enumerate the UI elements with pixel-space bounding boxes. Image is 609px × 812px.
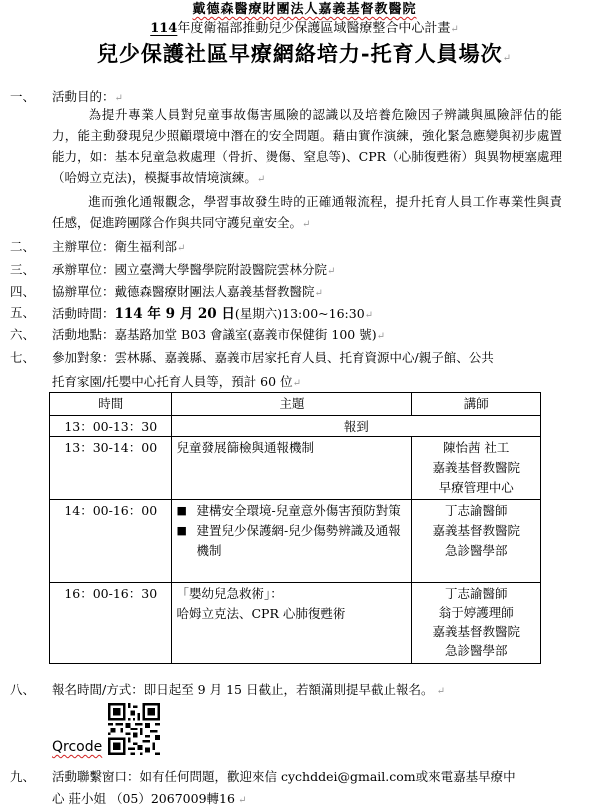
section-7-participants-cont: 托育家園/托嬰中心托育人員等，預計 60 位↵: [52, 374, 301, 389]
section-2-organizer: 主辦單位：衛生福利部↵: [52, 239, 186, 254]
table-row: [50, 416, 541, 437]
row-speaker: 丁志諭醫師 翁于婷護理師 嘉義基督教醫院 急診醫學部: [412, 583, 541, 664]
bullet-square-icon: ■: [176, 524, 187, 537]
table-header-row: [50, 393, 541, 416]
row-speaker: 丁志諭醫師 嘉義基督教醫院 急診醫學部: [412, 500, 541, 583]
table-row: [50, 437, 541, 500]
col-topic-header: 主題: [172, 393, 412, 416]
section-2-number: 二、: [10, 239, 36, 254]
bullet-square-icon: ■: [176, 504, 187, 517]
section-7-participants: 參加對象：雲林縣、嘉義縣、嘉義市居家托育人員、托育資源中心/親子館、公共: [52, 350, 494, 365]
section-8-registration: 報名時間/方式：即日起至 9 月 15 日截止，若額滿則提早截止報名。 ↵: [52, 682, 446, 697]
col-speaker-header: 講師: [412, 393, 541, 416]
section-3-number: 三、: [10, 262, 36, 277]
section-8-number: 八、: [10, 682, 36, 697]
row-topic: [172, 500, 412, 583]
section-5-number: 五、: [10, 305, 36, 320]
section-9-contact-cont: 心 莊小姐 （05）2067009轉16 ↵: [52, 791, 247, 806]
col-time-header: 時間: [50, 393, 172, 416]
registration-qr-code[interactable]: [108, 703, 160, 755]
row-speaker: 陳怡茜 社工 嘉義基督教醫院 早療管理中心: [412, 437, 541, 500]
purpose-paragraph-2: 進而強化通報觀念，學習事故發生時的正確通報流程，提升托育人員工作專業性與責任感，促進跨團隊合作與共同守護兒童安全。↵: [52, 194, 562, 230]
section-6-number: 六、: [10, 327, 36, 342]
qrcode-label: Qrcode: [52, 739, 103, 755]
section-5-event-time: 活動時間：114 年 9 月 20 日(星期六)13:00~16:30↵: [52, 306, 374, 322]
row-time: 13：30-14：00: [50, 437, 172, 500]
section-4-number: 四、: [10, 284, 36, 299]
table-row: [50, 583, 541, 664]
table-row: [50, 500, 541, 583]
topic-bullet: ■ 建構安全環境-兒童意外傷害預防對策: [176, 501, 407, 521]
section-3-executor: 承辦單位：國立臺灣大學醫學院附設醫院雲林分院↵: [52, 262, 336, 277]
row-time: 13：00-13：30: [50, 416, 172, 437]
row-time: 14：00-16：00: [50, 500, 172, 583]
project-subtitle: 114年度衛福部推動兒少保護區域醫療整合中心計畫↵: [150, 21, 459, 36]
event-title: 兒少保護社區早療網絡培力-托育人員場次↵: [96, 41, 513, 66]
topic-bullet: ■ 建置兒少保護網-兒少傷勢辨識及通報機制: [176, 521, 407, 561]
row-topic: 報到: [172, 416, 541, 437]
row-topic: 兒童發展篩檢與通報機制: [172, 437, 412, 500]
section-1-label: 活動目的：↵: [52, 89, 123, 104]
section-4-co-organizer: 協辦單位：戴德森醫療財團法人嘉義基督教醫院↵: [52, 284, 323, 299]
purpose-paragraph-1: 為提升專業人員對兒童事故傷害風險的認識以及培養危險因子辨識與風險評估的能力，能主動發現兒少照顧環境中潛在的安全問題。藉由實作演練，強化緊急應變與初步處置能力，如：基本兒童急救處理（骨折、燙傷、窒息等)、CPR（心肺復甦術）與異物梗塞處理（哈姆立克法)，模擬事故情境演練。↵: [52, 107, 562, 185]
section-9-contact: 活動聯繫窗口：如有任何問題，歡迎來信 cychddei@gmail.com或來電嘉基早療中: [52, 769, 516, 784]
section-9-number: 九、: [10, 769, 36, 784]
section-7-number: 七、: [10, 350, 36, 365]
organization-name: 戴德森醫療財團法人嘉義基督教醫院: [192, 2, 417, 17]
row-topic: 「嬰幼兒急救術」： 哈姆立克法、CPR 心肺復甦術: [172, 583, 412, 664]
section-1-number: 一、: [10, 89, 36, 104]
schedule-table: [49, 392, 541, 664]
row-time: 16：00-16：30: [50, 583, 172, 664]
section-6-location: 活動地點：嘉基路加堂 B03 會議室(嘉義市保健街 100 號)↵: [52, 327, 385, 342]
